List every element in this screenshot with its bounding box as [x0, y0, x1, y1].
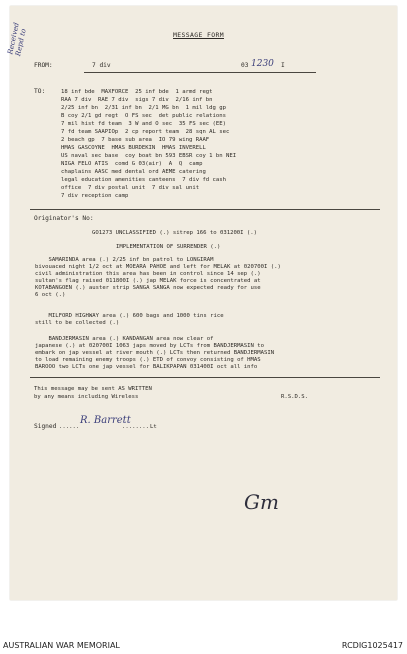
to-label: TO:: [34, 88, 46, 95]
archive-record-id: RCDIG1025417: [341, 641, 403, 650]
message-line: BAROOO two LCTs one jap vessel for BALIKPAPAN 031400I oct all info: [35, 364, 258, 370]
signed-rank: Lt: [150, 424, 157, 430]
message-line: bivouaced night 1/2 oct at MOEARA PAHOE and left for MELAK at 020700I (.): [35, 264, 281, 270]
from-dtg-handwritten: 1230: [251, 59, 274, 69]
initials-mark: Gm: [244, 490, 279, 514]
wireless-note-line: This message may be sent AS WRITTEN: [34, 386, 152, 392]
rsds-label: R.S.D.S.: [281, 394, 308, 400]
to-line: legal education amenities canteens 7 div fd cash: [61, 177, 227, 183]
wireless-note-line: by any means including Wireless: [34, 394, 139, 400]
to-line: B coy 2/1 gd regt O FS sec det public relations: [61, 113, 227, 119]
to-line: 7 div reception camp: [61, 193, 129, 199]
signed-label: Signed: [34, 423, 57, 430]
message-line: MILFORD HIGHWAY area (.) 600 bags and 1000 tins rice: [35, 313, 224, 319]
to-line: RAA 7 div RAE 7 div sigs 7 div 2/16 inf bn: [61, 97, 213, 103]
to-line: US naval sec base coy boat bn 593 EBSR coy 1 bn NEI: [61, 153, 237, 159]
to-line: NIGA FELO ATIS comd G 03(air) A Q camp: [61, 161, 203, 167]
message-line: embark on jap vessel at river mouth (.) LCTs then returned BANDJERMASIN: [35, 350, 275, 356]
message-line: civil administration this area has been in control since 14 sep (.): [35, 271, 261, 277]
signature: R. Barrett: [80, 415, 131, 426]
handwritten-received-note: Received Repd to: [6, 21, 28, 57]
to-section-divider: [30, 209, 380, 210]
originator-number: GO1273 UNCLASSIFIED (.) sitrep 166 to 031200I (.): [92, 230, 258, 236]
archive-name: AUSTRALIAN WAR MEMORIAL: [3, 641, 120, 650]
archive-footer: [0, 638, 407, 654]
from-underline: [84, 72, 316, 73]
to-line: 2 beach gp 7 base sub area IO 79 wing RAAF: [61, 137, 210, 143]
message-line: still to be collected (.): [35, 320, 120, 326]
signed-dots: ......: [59, 424, 80, 430]
footer-divider: [30, 377, 380, 378]
to-line: HMAS GASCOYNE HMAS BURDEKIN HMAS INVERELL: [61, 145, 206, 151]
message-line: SAMARINDA area (.) 2/25 inf bn patrol to LONGIRAM: [35, 257, 214, 263]
from-label: FROM:: [34, 62, 53, 69]
message-line: japanese (.) at 020700I 1063 japs moved by LCTs from BANDJERMASIN to: [35, 343, 265, 349]
form-title: MESSAGE FORM: [173, 31, 224, 39]
to-line: chaplains AASC med dental ord AEME catering: [61, 169, 206, 175]
signed-dots-trailing: ........: [122, 424, 149, 430]
from-dtg: 03: [241, 62, 249, 69]
message-form-page: [6, 6, 397, 600]
message-line: BANDJERMASIN area (.) KANDANGAN area now clear of: [35, 336, 214, 342]
to-line: 7 mil hist fd team 3 W and O sec 35 FS sec (EE): [61, 121, 227, 127]
to-line: 2/25 inf bn 2/31 inf bn 2/1 MG bn 1 mil ldg gp: [61, 105, 227, 111]
from-suffix: I: [281, 62, 285, 69]
originator-label: Originator's No:: [34, 215, 94, 222]
to-line: 7 fd team SAAPIOp 2 cp report team 28 sqn AL sec: [61, 129, 230, 135]
message-line: sultan's flag raised 011800I (.) jap MELAK force is concentrated at: [35, 278, 261, 284]
from-value: 7 div: [92, 62, 111, 69]
message-line: to load remaining enemy troops (.) ETD of convoy consisting of HMAS: [35, 357, 261, 363]
to-line: 18 inf bde MAXFORCE 25 inf bde 1 armd regt: [61, 89, 213, 95]
to-line: office 7 div postal unit 7 div sal unit: [61, 185, 200, 191]
message-line: 6 oct (.): [35, 292, 66, 298]
message-line: KOTABANGOEN (.) auster strip SANGA SANGA now expected ready for use: [35, 285, 261, 291]
message-heading: IMPLEMENTATION OF SURRENDER (.): [116, 244, 221, 250]
